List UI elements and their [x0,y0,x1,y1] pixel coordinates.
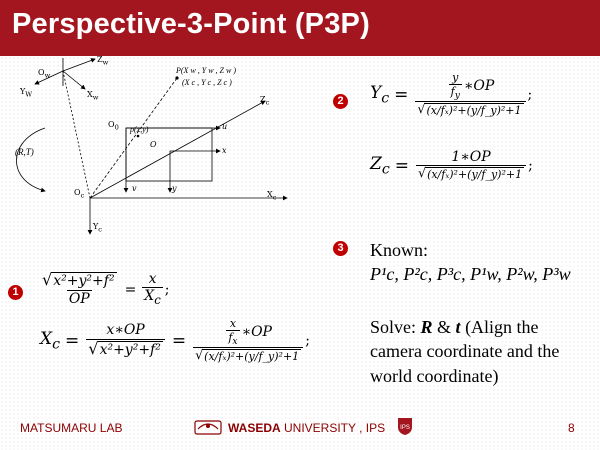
label-Zc: $Z_c$ [260,95,270,107]
world-axis-z [63,59,95,71]
solve-t: t [455,317,461,337]
eq-yc-tail: ∗OP [463,77,495,94]
eq-xc-eq1: = [65,330,80,351]
projection-ray [90,78,177,198]
solve-amp: & [432,317,456,337]
eq-zc-lhs: Z [370,154,382,175]
point-p [137,135,140,138]
eq1-sqrt: x²+y²+f² [53,273,115,290]
camera-model-diagram [5,56,290,246]
label-Zw: $Z_w$ [97,55,109,67]
eq-zc-lhs-sub: c [381,161,390,178]
bullet-3-badge: 3 [333,241,348,256]
eq-yc-y: y [452,71,459,84]
label-Xc: $X_c$ [267,190,277,202]
label-Yw: $Y_W$ [20,87,33,99]
eq-zc-frac: 1∗OP √ (x/fₓ)²+(y/f_y)²+1 [416,150,526,181]
eq-xc-frac1: x∗OP √ x²+y²+f² [86,323,165,358]
footer-waseda: WASEDA [228,421,281,435]
eq-xc-f-sub: x [232,336,238,348]
eq1-end: ; [164,281,170,298]
label-P-camera: (X c , Y c , Z c ) [182,78,232,87]
eq-xc-num1: x∗OP [106,322,145,339]
eq1-lhs-fraction: √ x²+y²+f² OP [42,270,115,307]
point-P [175,76,178,79]
world-link [63,71,90,198]
solve-R: R [420,317,433,337]
equation-1: √ x²+y²+f² OP = $\frac{x}{X_c}$ ; [42,270,170,308]
camera-axis-zc [90,101,265,198]
eq-xc-lhs-sub: c [52,336,61,353]
eq1-den: OP [68,290,90,307]
label-x: x [222,146,227,155]
eq1-rhs-fraction [142,272,163,307]
eq-xc-frac2: $\frac{x}{f_x}$ ∗OP √ (x/fₓ)²+(y/f_y)²+1 [193,318,303,363]
solve-suffix: (Align the camera coordinate and the world coordinate) [370,317,560,386]
eq1-rhs-den-sub: c [154,293,161,308]
eq-xc-den1: x²+y²+f² [99,341,161,358]
label-O: O [150,140,157,149]
equation-yc: $Y_c$ = $\frac{y}{f_y}$ ∗OP √ (x/fₓ)²+(y/f_y)²+1 ; [370,71,533,118]
known-points: P¹c, P²c, P³c, P¹w, P²w, P³w [370,264,571,284]
label-O0: $O_0$ [108,120,119,132]
bullet-2-badge: 2 [333,94,348,109]
eq-yc-lhs: Y [370,83,382,104]
eq-yc-lhs-sub: c [381,90,390,107]
label-Ow: $O_w$ [38,68,51,80]
rotation-arrow [17,128,46,191]
world-axis-x [63,71,85,89]
eq-zc-den: (x/fₓ)²+(y/f_y)²+1 [427,168,523,182]
eq1-rhs-den: X [144,288,155,305]
eq-yc-f-sub: y [454,90,460,102]
label-P-world: P(X w , Y w , Z w ) [176,66,237,75]
footer-lab-name: MATSUMARU LAB [20,421,123,435]
eq-yc-end: ; [527,86,533,103]
footer-university-rest: UNIVERSITY , IPS [280,421,386,435]
label-RT: (R,T) [15,147,34,157]
ips-emblem-icon [396,416,414,436]
footer-university [228,421,385,435]
label-Oc: $O_c$ [74,188,85,200]
equation-xc [40,318,310,363]
eq-xc-x: x [229,317,237,330]
eq-xc-eq2: = [171,330,187,351]
equation-zc: $Z_c$ = 1∗OP √ (x/fₓ)²+(y/f_y)²+1 ; [370,149,533,182]
known-label: Known: [370,240,428,260]
eq-xc-end: ; [305,332,310,349]
eq-xc-den2: (x/fₓ)²+(y/f_y)²+1 [204,350,300,364]
label-Xw: $X_w$ [87,90,99,102]
label-v: v [132,184,137,193]
label-y: y [172,184,177,193]
label-Yc: $Y_c$ [93,222,103,234]
eq-xc-lhs: X [40,329,53,350]
solve-text [370,315,588,388]
eq-yc-f: f [450,85,455,99]
label-u: u [222,122,228,131]
eq-yc-frac: $\frac{y}{f_y}$ ∗OP √ (x/fₓ)²+(y/f_y)²+1 [415,72,525,117]
eq-yc-den: (x/fₓ)²+(y/f_y)²+1 [426,104,522,118]
eq-zc-end: ; [528,157,533,174]
label-p-xy: p(x,y) [130,125,149,134]
eq-xc-tail: ∗OP [241,323,272,340]
page-number: 8 [568,421,575,435]
solve-prefix: Solve: [370,317,421,337]
bullet-1-badge: 1 [8,285,23,300]
waseda-logo-icon [193,417,223,437]
slide-title: Perspective-3-Point (P3P) [12,8,370,40]
svg-text:IPS: IPS [400,425,410,431]
eq-xc-f: f [228,331,233,345]
eq-zc-num: 1∗OP [451,149,491,165]
eq1-rhs-num: x [148,271,157,287]
